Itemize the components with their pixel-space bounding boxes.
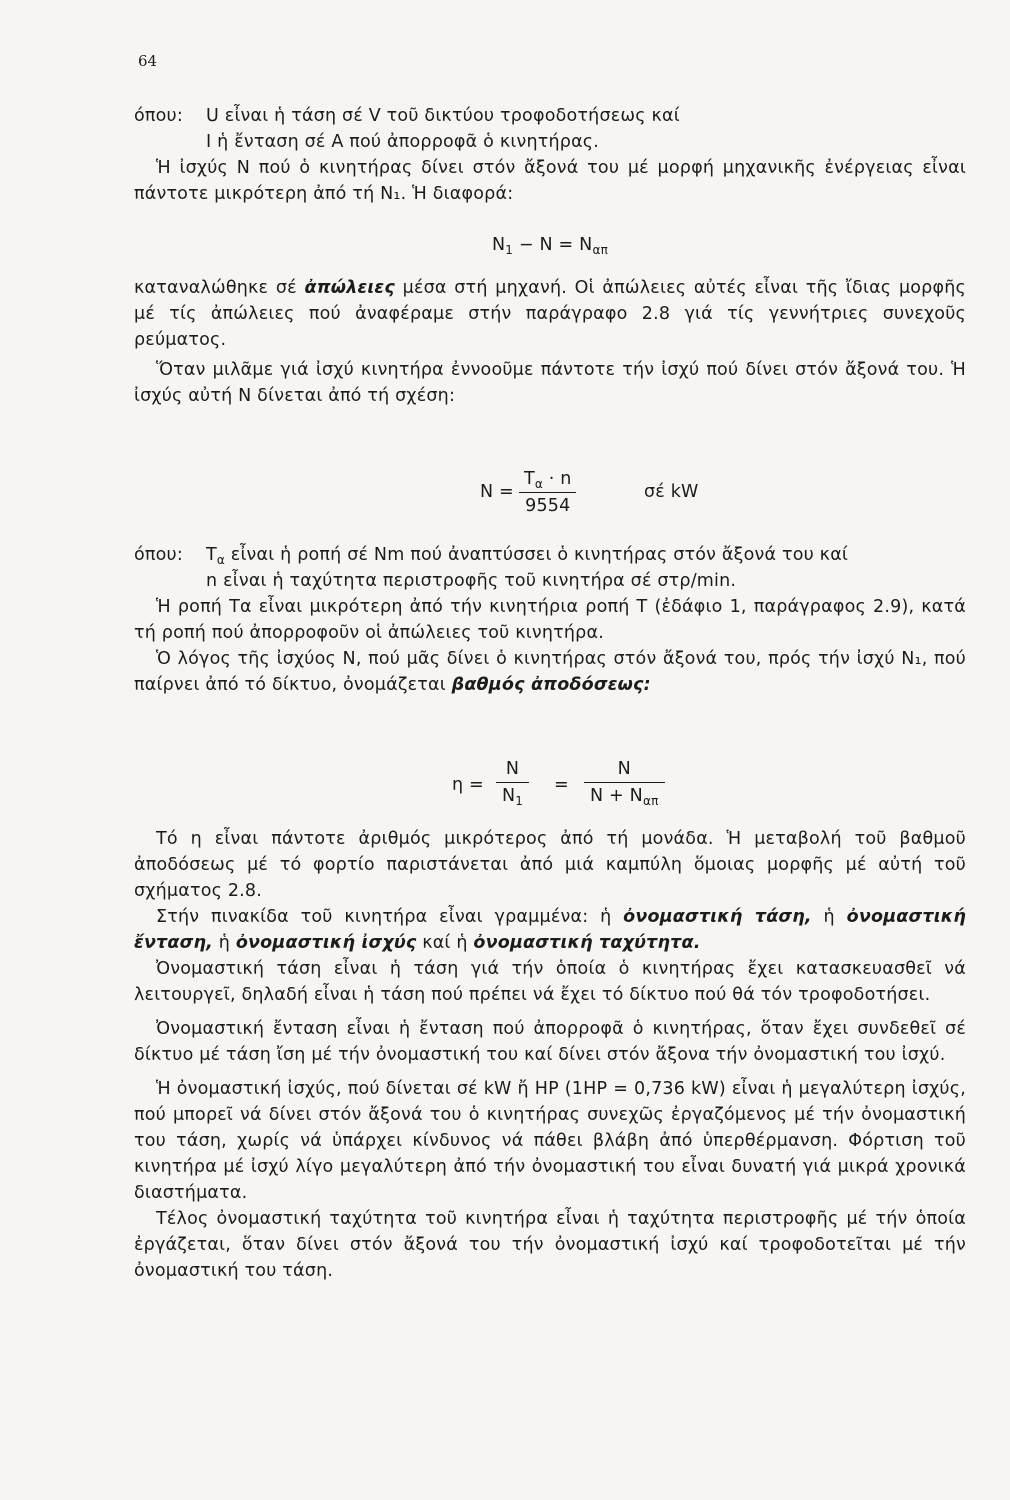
page-number: 64 [138, 52, 158, 70]
definition-text: I ἡ ἔνταση σέ A πού ἀπορροφᾶ ὁ κινητήρας. [206, 132, 600, 152]
equation-losses: $N_1 - N = N_{\alpha\pi}$ [491, 235, 609, 257]
definition-lead: όπου: [134, 106, 183, 126]
text-block-4 [134, 826, 966, 1284]
paragraph: Ὀνομαστική ἔνταση εἶναι ἡ ἔνταση πού ἀπορροφᾶ ὁ κινητήρας, ὅταν ἔχει συνδεθεῖ σέ δίκτυο μέ τάση ἴση μέ τήν ὀνομαστική του καί δίνει στόν ἄξονα τήν ὀνομαστική του ἰσχύ. [134, 1019, 966, 1065]
definition-row [134, 542, 966, 568]
paragraph: Ὅταν μιλᾶμε γιά ἰσχύ κινητήρα ἐννοοῦμε πάντοτε τήν ἰσχύ πού δίνει στόν ἄξονά του. Ἡ ἰσχύς αὐτή N δίνεται ἀπό τή σχέση: [134, 360, 966, 406]
definition-text: U εἶναι ἡ τάση σέ V τοῦ δικτύου τροφοδοτήσεως καί [206, 106, 680, 126]
term-rated-current: ὀνομαστική ἔνταση, [134, 907, 966, 953]
text-block-1 [134, 103, 966, 207]
paragraph: Τό η εἶναι πάντοτε ἀριθμός μικρότερος ἀπό τή μονάδα. Ἡ μεταβολή τοῦ βαθμοῦ ἀποδόσεως μέ τό φορτίο παριστάνεται ἀπό μιά καμπύλη ὅμοιας μορφῆς μέ αὐτή τοῦ σχήματος 2.8. [134, 829, 966, 901]
paragraph: Ὁ λόγος τῆς ἰσχύος N, πού μᾶς δίνει ὁ κινητήρας στόν ἄξονά του, πρός τήν ἰσχύ N₁, πού παίρνει ἀπό τό δίκτυο, ὀνομάζεται βαθμός ἀποδόσεως: [134, 649, 966, 695]
text-block-3 [134, 542, 966, 698]
definition-row [134, 103, 966, 129]
paragraph: Ἡ ροπή Tα εἶναι μικρότερη ἀπό τήν κινητήρια ροπή T (ἐδάφιο 1, παράγραφος 2.9), κατά τή ροπή πού ἀπορροφοῦν οἱ ἀπώλειες τοῦ κινητήρα. [134, 597, 966, 643]
term-rated-voltage: ὀνομαστική τάση, [623, 907, 812, 927]
equation-power: N = $\frac{T_\alpha \cdot n}{9554}$ σέ kW [134, 466, 966, 526]
paragraph: Ὀνομαστική τάση εἶναι ἡ τάση γιά τήν ὁποία ὁ κινητήρας ἔχει κατασκευασθεῖ νά λειτουργεῖ, δηλαδή εἶναι ἡ τάση πού πρέπει νά ἔχει τό δίκτυο πού θά τόν τροφοδοτήσει. [134, 959, 966, 1005]
definition-text: n εἶναι ἡ ταχύτητα περιστροφῆς τοῦ κινητήρα σέ στρ/min. [206, 571, 737, 591]
term-efficiency: βαθμός ἀποδόσεως: [451, 675, 651, 695]
text-block-2 [134, 275, 966, 409]
term-losses: ἀπώλειες [304, 278, 395, 298]
equation-efficiency: η = $\frac{N}{N_1}$ = N $N + N_{\alpha\pi}$ [134, 752, 966, 822]
paragraph: Στήν πινακίδα τοῦ κινητήρα εἶναι γραμμένα: ἡ ὀνομαστική τάση, ἡ ὀνομαστική ἔνταση, ἡ ὀνομαστική ἰσχύς καί ἡ ὀνομαστική ταχύτητα. [134, 907, 966, 953]
definition-row [134, 568, 966, 594]
term-rated-power: ὀνομαστική ἰσχύς [235, 933, 417, 953]
definition-lead: όπου: [134, 545, 183, 565]
paragraph: καταναλώθηκε σέ ἀπώλειες μέσα στή μηχανή. Οἱ ἀπώλειες αὐτές εἶναι τῆς ἴδιας μορφῆς μέ τίς ἀπώλειες πού ἀναφέραμε στήν παράγραφο 2.8 γιά τίς γεννήτριες συνεχοῦς ρεύματος. [134, 278, 967, 350]
paragraph: Ἡ ἰσχύς N πού ὁ κινητήρας δίνει στόν ἄξονά του μέ μορφή μηχανικῆς ἐνέργειας εἶναι πάντοτε μικρότερη ἀπό τή N₁. Ἡ διαφορά: [134, 158, 966, 204]
term-rated-speed: ὀνομαστική ταχύτητα. [473, 933, 701, 953]
definition-row [134, 129, 966, 155]
paragraph: Τέλος ὀνομαστική ταχύτητα τοῦ κινητήρα εἶναι ἡ ταχύτητα περιστροφῆς μέ τήν ὁποία ἐργάζεται, ὅταν δίνει στόν ἄξονά του τήν ὀνομαστική ἰσχύ καί τροφοδοτεῖται μέ τήν ὀνομαστική του τάση. [134, 1209, 966, 1281]
paragraph: Ἡ ὀνομαστική ἰσχύς, πού δίνεται σέ kW ἤ HP (1HP = 0,736 kW) εἶναι ἡ μεγαλύτερη ἰσχύς, πού μπορεῖ νά δίνει στόν ἄξονά του ὁ κινητήρας συνεχῶς ἐργαζόμενος μέ τήν ὀνομαστική του τάση, χωρίς νά ὑπάρχει κίνδυνος νά πάθει βλάβη ἀπό ὑπερθέρμανση. Φόρτιση τοῦ κινητήρα μέ ἰσχύ λίγο μεγαλύτερη ἀπό τήν ὀνομαστική του εἶναι δυνατή γιά μικρά χρονικά διαστήματα. [134, 1079, 966, 1203]
definition-text: $T_\alpha$ εἶναι ἡ ροπή σέ Nm πού ἀναπτύσσει ὁ κινητήρας στόν ἄξονά του καί [206, 545, 849, 567]
